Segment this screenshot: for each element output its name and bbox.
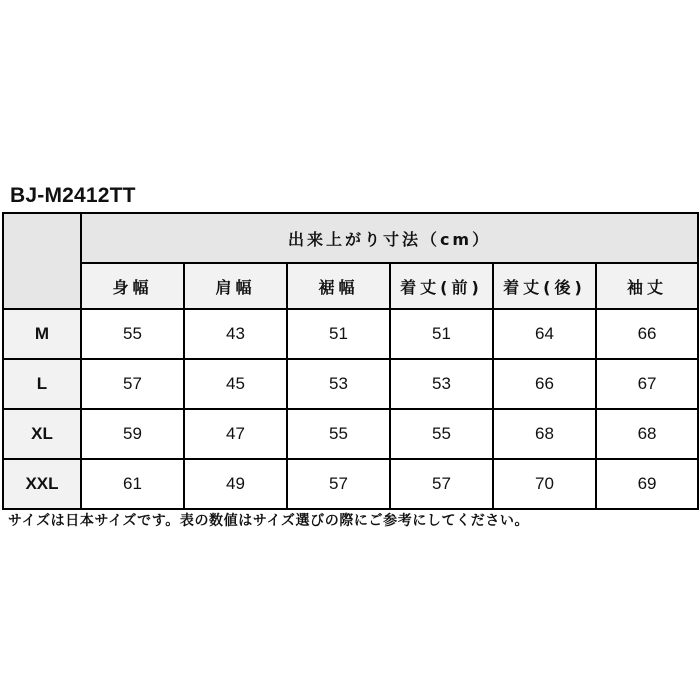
table-cell: 49: [184, 459, 287, 509]
row-header-size: XL: [3, 409, 81, 459]
table-cell: 66: [493, 359, 596, 409]
col-header-shoulder-width: 肩幅: [184, 263, 287, 309]
col-header-sleeve-length: 袖丈: [596, 263, 698, 309]
group-header: 出来上がり寸法（cm）: [81, 213, 698, 263]
size-table: [2, 212, 699, 510]
row-header-size: L: [3, 359, 81, 409]
col-header-hem-width: 裾幅: [287, 263, 390, 309]
table-cell: 53: [390, 359, 493, 409]
table-cell: 45: [184, 359, 287, 409]
table-cell: 57: [390, 459, 493, 509]
table-cell: 51: [390, 309, 493, 359]
table-row: [3, 459, 698, 509]
table-cell: 64: [493, 309, 596, 359]
table-cell: 59: [81, 409, 184, 459]
table-cell: 67: [596, 359, 698, 409]
row-header-size: XXL: [3, 459, 81, 509]
col-header-front-length: 着丈(前): [390, 263, 493, 309]
table-cell: 43: [184, 309, 287, 359]
corner-cell: [3, 213, 81, 309]
table-row: [3, 359, 698, 409]
table-cell: 55: [390, 409, 493, 459]
table-cell: 68: [493, 409, 596, 459]
table-cell: 70: [493, 459, 596, 509]
product-code: BJ-M2412TT: [10, 184, 136, 207]
table-cell: 55: [287, 409, 390, 459]
table-cell: 47: [184, 409, 287, 459]
col-header-back-length: 着丈(後): [493, 263, 596, 309]
table-cell: 53: [287, 359, 390, 409]
col-header-chest-width: 身幅: [81, 263, 184, 309]
table-cell: 68: [596, 409, 698, 459]
table-cell: 51: [287, 309, 390, 359]
size-note: サイズは日本サイズです。表の数値はサイズ選びの際にご参考にしてください。: [8, 513, 530, 529]
table-cell: 55: [81, 309, 184, 359]
table-row: [3, 309, 698, 359]
table-cell: 66: [596, 309, 698, 359]
table-cell: 57: [287, 459, 390, 509]
table-cell: 61: [81, 459, 184, 509]
table-row: [3, 409, 698, 459]
row-header-size: M: [3, 309, 81, 359]
table-cell: 69: [596, 459, 698, 509]
table-cell: 57: [81, 359, 184, 409]
